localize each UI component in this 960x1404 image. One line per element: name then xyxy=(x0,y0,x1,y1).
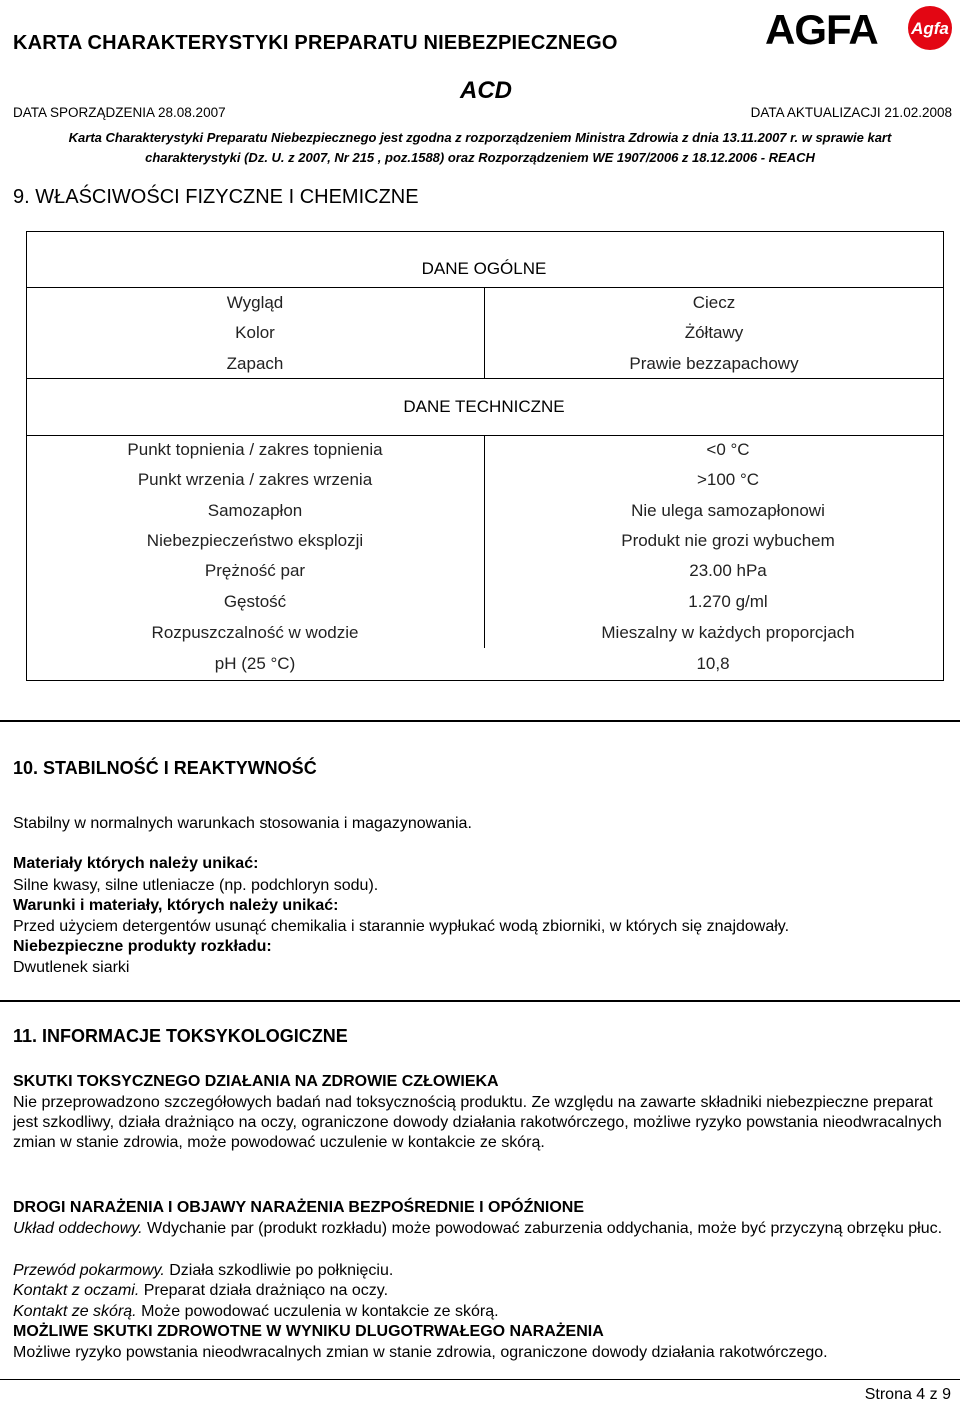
logo-wordmark: AGFA xyxy=(765,6,878,53)
page-number: Strona 4 z 9 xyxy=(864,1386,951,1403)
property-label: Punkt topnienia / zakres topnienia xyxy=(127,440,383,459)
document-title: KARTA CHARAKTERYSTYKI PREPARATU NIEBEZPIECZNEGO xyxy=(13,32,618,54)
route-name: Kontakt ze skórą. xyxy=(13,1303,137,1320)
property-label: Kolor xyxy=(235,323,275,342)
effects-text: Nie przeprowadzono szczegółowych badań nad toksycznością produktu. Ze względu na zawarte składniki niebezpieczne preparat jest szkodliwy, działa drażniąco na oczy, ograniczone dowody działania rakotwórczego, możliwe ryzyko powstania nieodwracalnych zmian w stanie zdrowia, może powodować uczulenie w kontakcie ze skórą. xyxy=(13,1094,942,1151)
property-label: Punkt wrzenia / zakres wrzenia xyxy=(137,470,373,489)
law-reference-line-2: charakterystyki (Dz. U. z 2007, Nr 215 , poz.1588) oraz Rozporządzeniem WE 1907/2006 z 18.12.2006 - REACH xyxy=(145,150,815,165)
law-reference-line-1: Karta Charakterystyki Preparatu Niebezpiecznego jest zgodna z rozporządzeniem Ministra Zdrowia z dnia 13.11.2007 r. w sprawie kart xyxy=(68,130,892,145)
route-name: Układ oddechowy. xyxy=(13,1220,143,1237)
technical-data-header: DANE TECHNICZNE xyxy=(403,397,565,416)
property-value: Mieszalny w każdych proporcjach xyxy=(601,623,855,642)
effects-header: SKUTKI TOKSYCZNEGO DZIAŁANIA NA ZDROWIE CZŁOWIEKA xyxy=(13,1073,499,1090)
route-text: Działa szkodliwie po połknięciu. xyxy=(164,1262,394,1279)
table-divider xyxy=(484,287,485,378)
avoid-materials-label: Materiały których należy unikać: xyxy=(13,855,259,872)
property-value: 10,8 xyxy=(696,654,730,673)
chronic-header: MOŻLIWE SKUTKI ZDROWOTNE W WYNIKU DLUGOTRWAŁEGO NARAŻENIA xyxy=(13,1323,604,1340)
avoid-materials-text: Silne kwasy, silne utleniacze (np. podchloryn sodu). xyxy=(13,877,379,894)
conditions-text: Przed użyciem detergentów usunąć chemikalia i starannie wypłukać wodą zbiorniki, w których się znajdowały. xyxy=(13,918,790,935)
property-label: Prężność par xyxy=(204,561,306,580)
route-text: Preparat działa drażniąco na oczy. xyxy=(139,1282,389,1299)
route-item-skin xyxy=(13,1302,953,1322)
section-10-title: 10. STABILNOŚĆ I REAKTYWNOŚĆ xyxy=(13,758,317,778)
route-name: Przewód pokarmowy. xyxy=(13,1262,165,1279)
property-value: Prawie bezzapachowy xyxy=(629,354,799,373)
property-label: pH (25 °C) xyxy=(214,654,296,673)
routes-header: DROGI NARAŻENIA I OBJAWY NARAŻENIA BEZPOŚREDNIE I OPÓŹNIONE xyxy=(13,1199,585,1216)
property-value: Produkt nie grozi wybuchem xyxy=(621,531,835,550)
property-label: Wygląd xyxy=(226,293,284,312)
property-value: Ciecz xyxy=(692,293,736,312)
table-rule xyxy=(27,287,943,288)
conditions-label: Warunki i materiały, których należy unikać: xyxy=(13,897,339,914)
product-name: ACD xyxy=(460,77,512,104)
agfa-logo xyxy=(765,4,955,56)
property-label: Niebezpieczeństwo eksplozji xyxy=(146,531,364,550)
property-label: Rozpuszczalność w wodzie xyxy=(151,623,359,642)
section-divider xyxy=(0,1000,960,1002)
property-value: 23.00 hPa xyxy=(689,561,767,580)
section-9-title: 9. WŁAŚCIWOŚCI FIZYCZNE I CHEMICZNE xyxy=(13,186,419,208)
footer-divider xyxy=(0,1379,960,1380)
section-11-title: 11. INFORMACJE TOKSYKOLOGICZNE xyxy=(13,1026,348,1046)
property-label: Gęstość xyxy=(223,592,287,611)
property-value: >100 °C xyxy=(696,470,760,489)
general-data-header: DANE OGÓLNE xyxy=(421,259,547,278)
route-item-digestive xyxy=(13,1261,953,1281)
section-divider xyxy=(0,720,960,722)
table-rule xyxy=(27,435,943,436)
stability-text: Stabilny w normalnych warunkach stosowania i magazynowania. xyxy=(13,815,472,832)
route-text: Wdychanie par (produkt rozkładu) może powodować zaburzenia oddychania, może być przyczyną obrzęku płuc. xyxy=(142,1220,943,1237)
route-item-eyes xyxy=(13,1281,953,1301)
table-divider xyxy=(484,435,485,648)
decomposition-text: Dwutlenek siarki xyxy=(13,959,130,976)
property-value: Żółtawy xyxy=(684,323,744,342)
date-updated: DATA AKTUALIZACJI 21.02.2008 xyxy=(750,105,952,120)
route-item-respiratory xyxy=(13,1219,953,1239)
property-label: Zapach xyxy=(226,354,284,373)
route-name: Kontakt z oczami. xyxy=(13,1282,140,1299)
table-rule xyxy=(27,378,943,379)
date-created: DATA SPORZĄDZENIA 28.08.2007 xyxy=(13,105,226,120)
chronic-text: Możliwe ryzyko powstania nieodwracalnych zmian w stanie zdrowia, ograniczone dowody działania rakotwórczego. xyxy=(13,1344,828,1361)
property-value: 1.270 g/ml xyxy=(688,592,768,611)
property-value: <0 °C xyxy=(706,440,750,459)
property-value: Nie ulega samozapłonowi xyxy=(631,501,825,520)
route-text: Może powodować uczulenia w kontakcie ze skórą. xyxy=(136,1303,499,1320)
logo-badge-text: Agfa xyxy=(911,19,949,38)
properties-table xyxy=(26,231,944,681)
property-label: Samozapłon xyxy=(207,501,303,520)
decomposition-label: Niebezpieczne produkty rozkładu: xyxy=(13,938,272,955)
